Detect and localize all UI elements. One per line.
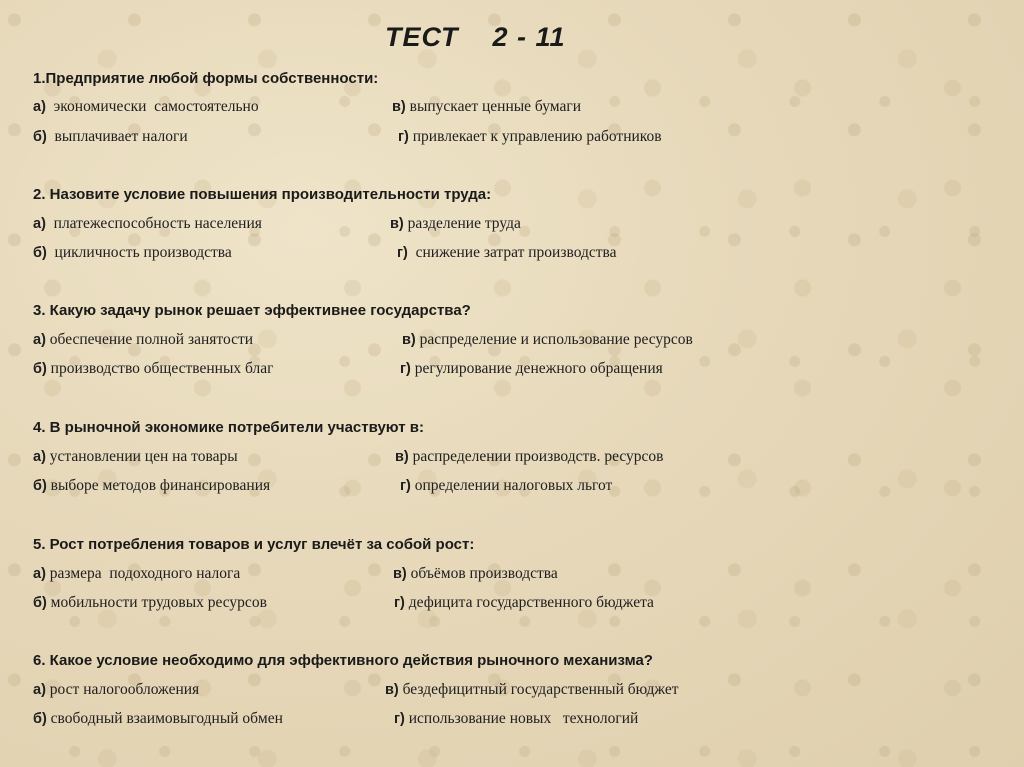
- option-text: обеспечение полной занятости: [45, 331, 254, 348]
- option-letter: б): [33, 129, 47, 145]
- q1-option-a: [33, 98, 259, 116]
- q1-option-g: [398, 128, 662, 146]
- q1-option-v: [392, 98, 581, 116]
- option-text: распределение и использование ресурсов: [415, 331, 693, 348]
- option-text: привлекает к управлению работников: [408, 128, 662, 145]
- option-letter: г): [398, 129, 409, 145]
- q2-option-b: [33, 244, 232, 262]
- option-text: платежеспособность населения: [45, 215, 262, 232]
- option-letter: б): [33, 595, 47, 611]
- option-text: распределении производств. ресурсов: [408, 448, 664, 465]
- option-letter: в): [393, 566, 407, 582]
- option-letter: а): [33, 99, 46, 115]
- option-text: выборе методов финансирования: [46, 477, 271, 494]
- q5-option-g: [394, 594, 654, 612]
- option-letter: г): [394, 711, 405, 727]
- question-1: 1.Предприятие любой формы собственности:: [33, 70, 379, 87]
- option-text: выплачивает налоги: [46, 128, 188, 145]
- option-text: рост налогообложения: [45, 681, 200, 698]
- page-title: ТЕСТ 2 - 11: [385, 22, 566, 52]
- option-text: свободный взаимовыгодный обмен: [46, 710, 283, 727]
- option-text: объёмов производства: [406, 565, 558, 582]
- option-text: бездефицитный государственный бюджет: [398, 681, 679, 698]
- question-4: 4. В рыночной экономике потребители участвуют в:: [33, 419, 424, 436]
- q5-option-a: [33, 565, 240, 583]
- q6-option-a: [33, 681, 199, 699]
- option-text: мобильности трудовых ресурсов: [46, 594, 267, 611]
- option-letter: в): [390, 216, 404, 232]
- option-letter: а): [33, 682, 46, 698]
- q3-option-g: [400, 360, 663, 378]
- option-letter: а): [33, 332, 46, 348]
- q5-option-v: [393, 565, 558, 583]
- option-letter: а): [33, 566, 46, 582]
- q4-option-v: [395, 448, 663, 466]
- question-3: 3. Какую задачу рынок решает эффективнее государства?: [33, 302, 471, 319]
- q2-option-g: [397, 244, 617, 262]
- q6-option-g: [394, 710, 638, 728]
- option-letter: а): [33, 449, 46, 465]
- option-text: регулирование денежного обращения: [410, 360, 663, 377]
- option-letter: б): [33, 361, 47, 377]
- option-letter: г): [400, 478, 411, 494]
- option-text: определении налоговых льгот: [410, 477, 613, 494]
- option-letter: а): [33, 216, 46, 232]
- q6-option-v: [385, 681, 678, 699]
- option-text: дефицита государственного бюджета: [404, 594, 654, 611]
- option-letter: г): [394, 595, 405, 611]
- option-letter: в): [385, 682, 399, 698]
- option-letter: б): [33, 478, 47, 494]
- option-text: размера подоходного налога: [45, 565, 241, 582]
- q6-option-b: [33, 710, 283, 728]
- option-letter: в): [402, 332, 416, 348]
- option-text: производство общественных благ: [46, 360, 274, 377]
- option-text: разделение труда: [403, 215, 521, 232]
- option-text: снижение затрат производства: [407, 244, 617, 261]
- option-text: экономически самостоятельно: [45, 98, 259, 115]
- option-letter: в): [392, 99, 406, 115]
- option-text: использование новых технологий: [404, 710, 639, 727]
- q1-option-b: [33, 128, 188, 146]
- option-text: выпускает ценные бумаги: [405, 98, 581, 115]
- q3-option-v: [402, 331, 693, 349]
- q3-option-b: [33, 360, 273, 378]
- q2-option-v: [390, 215, 521, 233]
- q3-option-a: [33, 331, 253, 349]
- option-text: цикличность производства: [46, 244, 232, 261]
- q4-option-g: [400, 477, 612, 495]
- question-5: 5. Рост потребления товаров и услуг влечёт за собой рост:: [33, 536, 475, 553]
- option-letter: б): [33, 245, 47, 261]
- q4-option-a: [33, 448, 238, 466]
- option-letter: в): [395, 449, 409, 465]
- option-letter: г): [397, 245, 408, 261]
- option-letter: г): [400, 361, 411, 377]
- option-text: установлении цен на товары: [45, 448, 238, 465]
- option-letter: б): [33, 711, 47, 727]
- q2-option-a: [33, 215, 262, 233]
- question-2: 2. Назовите условие повышения производительности труда:: [33, 186, 492, 203]
- q5-option-b: [33, 594, 267, 612]
- q4-option-b: [33, 477, 270, 495]
- question-6: 6. Какое условие необходимо для эффективного действия рыночного механизма?: [33, 652, 653, 669]
